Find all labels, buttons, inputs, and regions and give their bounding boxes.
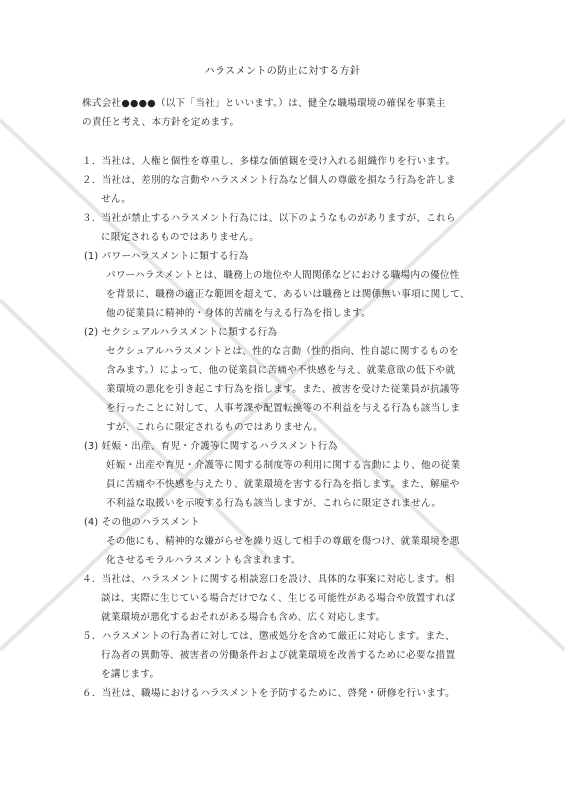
subsection-text: 業環境の悪化を引き起こす行為を指します。また、被害を受けた従業員が抗議等 (106, 384, 460, 395)
policy-item-continuation: を講じます。 (101, 669, 160, 680)
policy-item-line: ６．当社は、職場におけるハラスメントを予防するために、啓発・研修を行います。 (82, 688, 456, 699)
intro-line: 株式会社●●●●（以下「当社」といいます。）は、健全な職場環境の確保を事業主 (82, 98, 446, 109)
policy-item-line: ４．当社は、ハラスメントに関する相談窓口を設け、具体的な事案に対応します。相 (82, 574, 455, 585)
intro-line: の責任と考え、本方針を定めます。 (82, 117, 240, 128)
subsection-text: 含みます。）によって、他の従業員に苦痛や不快感を与え、就業意欲の低下や就 (106, 365, 456, 376)
policy-item-line: ５．ハラスメントの行為者に対しては、懲戒処分を含めて厳正に対応します。また、 (82, 631, 456, 642)
subsection-text: 化させるモラルハラスメントも含まれます。 (106, 555, 301, 566)
subsection-heading: (2) セクシュアルハラスメントに類する行為 (84, 327, 278, 338)
document-title: ハラスメントの防止に対する方針 (204, 66, 361, 77)
subsection-text: パワーハラスメントとは、職務上の地位や人間関係などにおける職場内の優位性 (106, 270, 460, 281)
policy-item-line: ３．当社が禁止するハラスメント行為には、以下のようなものがありますが、これら (82, 213, 456, 224)
policy-item-continuation: 談は、実際に生じている場合だけでなく、生じる可能性がある場合や放置すれば (101, 593, 456, 604)
subsection-text: 他の従業員に精神的・身体的苦痛を与える行為を指します。 (106, 308, 372, 319)
intro-paragraph (82, 94, 492, 132)
policy-items (82, 152, 502, 703)
policy-item-continuation: せん。 (101, 194, 132, 205)
subsection-text: を背景に、職務の適正な範囲を超えて、あるいは職務とは関係無い事項に関して、 (106, 289, 470, 300)
subsection-heading: (1) パワーハラスメントに類する行為 (84, 251, 249, 262)
subsection-text: を行ったことに対して、人事考課や配置転換等の不利益を与える行為も該当しま (106, 403, 461, 414)
subsection-heading: (3) 妊娠・出産、育児・介護等に関するハラスメント行為 (84, 441, 338, 452)
policy-item-continuation: に限定されるものではありません。 (101, 232, 260, 243)
subsection-text: 妊娠・出産や育児・介護等に関する制度等の利用に関する言動により、他の従業 (106, 460, 461, 471)
subsection-text: セクシュアルハラスメントとは、性的な言動（性的指向、性自認に関するものを (106, 346, 459, 357)
policy-item-line: １．当社は、人権と個性を尊重し、多様な価値観を受け入れる組織作りを行います。 (82, 156, 456, 167)
policy-item-continuation: 行為者の異動等、被害者の労働条件および就業環境を改善するために必要な措置 (101, 650, 456, 661)
policy-item-continuation: 就業環境が悪化するおそれがある場合も含め、広く対応します。 (101, 612, 386, 623)
subsection-text: すが、これらに限定されるものではありません。 (106, 422, 324, 433)
subsection-text: 不利益な取扱いを示唆する行為も該当しますが、これらに限定されません。 (106, 498, 442, 509)
subsection-text: その他にも、精神的な嫌がらせを繰り返して相手の尊厳を傷つけ、就業環境を悪 (106, 536, 460, 547)
policy-item-line: ２．当社は、差別的な言動やハラスメント行為など個人の尊厳を損なう行為を許しま (82, 175, 456, 186)
subsection-text: 員に苦痛や不快感を与えたり、就業環境を害する行為を指します。また、解雇や (106, 479, 460, 490)
subsection-heading: (4) その他のハラスメント (84, 517, 200, 528)
